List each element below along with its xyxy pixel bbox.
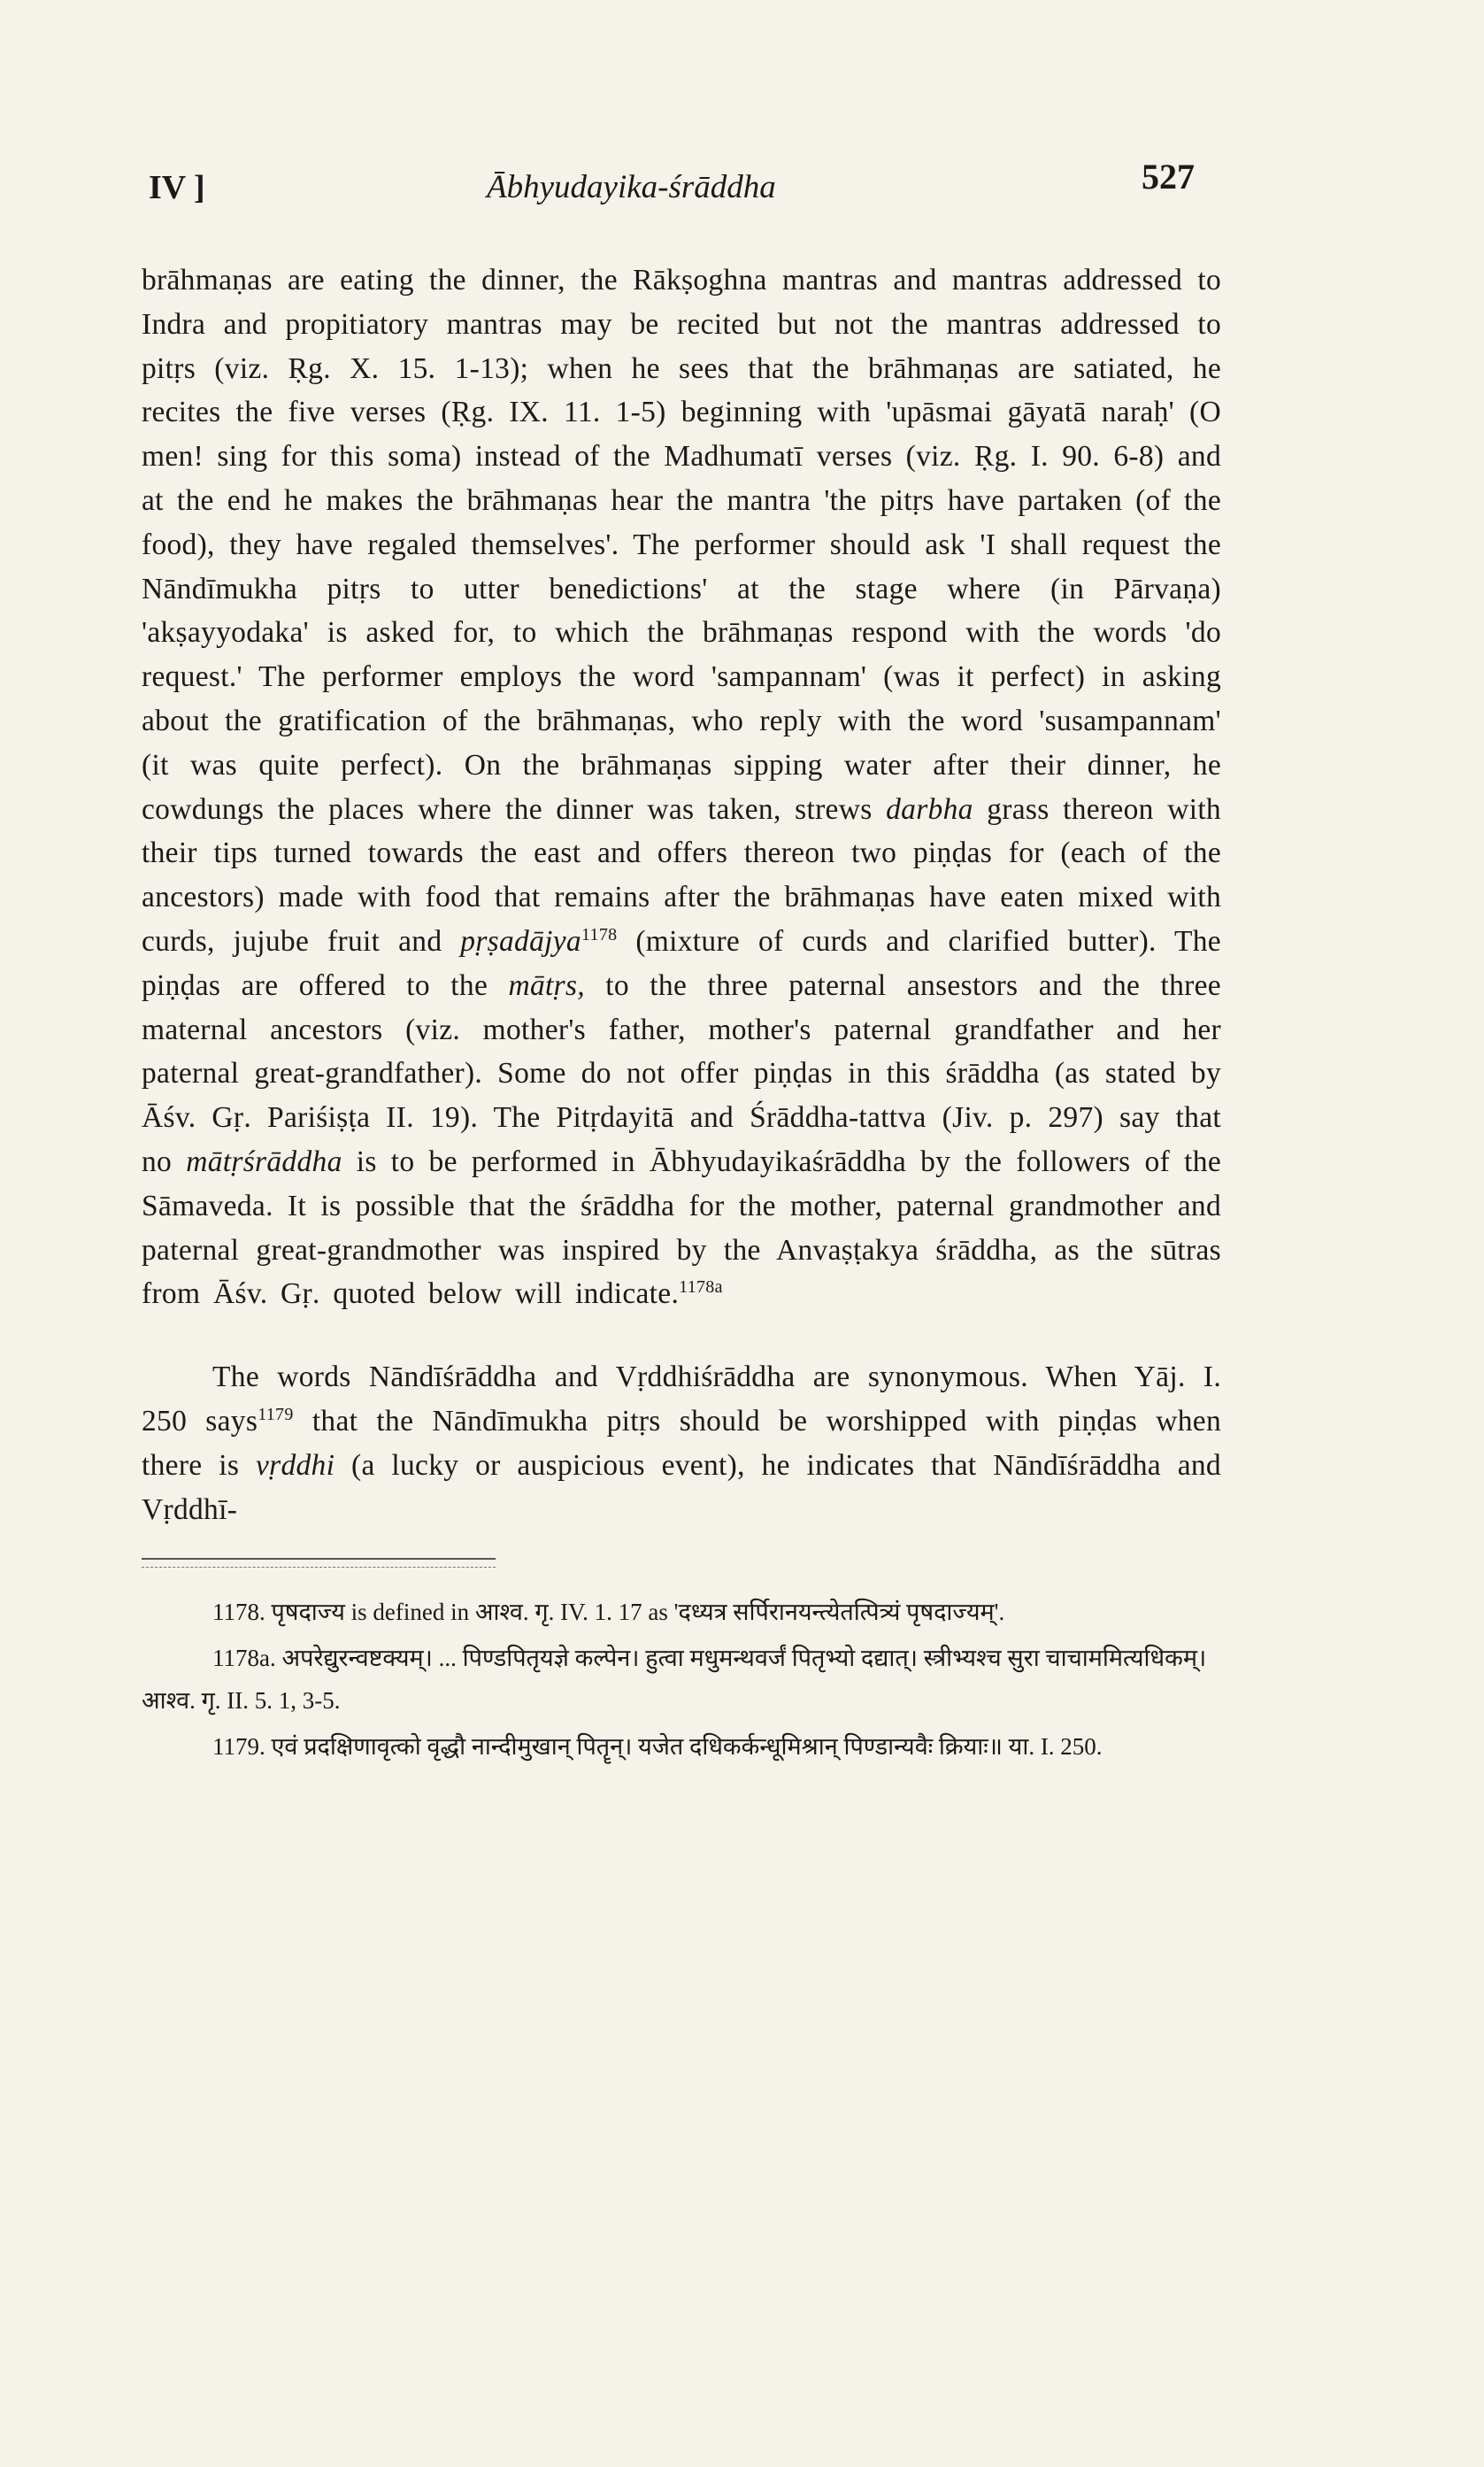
paragraph-2-text-c: (a lucky or auspicious event), he indicates that Nāndīśrāddha and Vṛddhī- (142, 1448, 1221, 1526)
page (142, 150, 1221, 1771)
paragraph-2-text-b: that the Nāndīmukha pitṛs should be worshipped with piṇḍas when there is (142, 1404, 1221, 1482)
paragraph-2 (142, 1355, 1221, 1531)
running-head (142, 150, 1221, 204)
footnote-number: 1178. (212, 1599, 265, 1626)
footnote-rule (142, 1558, 496, 1568)
page-number: 527 (1142, 157, 1195, 197)
paragraph-1-text-a: brāhmaṇas are eating the dinner, the Rākṣoghna mantras and mantras addressed to Indra and propitiatory mantras may be recited but not the mantras addressed to pitṛs (viz. Ṛg. X. 15. 1-13); when he sees that the brāhmaṇas are satiated, he recites the five verses (Ṛg. IX. 11. 1-5) beginning with 'upāsmai gāyatā naraḥ' (O men! sing for this soma) instead of the Madhumatī verses (viz. Ṛg. I. 90. 6-8) and at the end he makes the brāhmaṇas hear the mantra 'the pitṛs have partaken (of the food), they have regaled themselves'. The performer should ask 'I shall request the Nāndīmukha pitṛs to utter benedictions' at the stage where (in Pārvaṇa) 'akṣayyodaka' is asked for, to which the brāhmaṇas respond with the words 'do request.' The performer employs the word 'sampannam' (was it perfect) in asking about the gratification of the brāhmaṇas, who reply with the word 'susampannam' (it was quite perfect). On the brāhmaṇas sipping water after their dinner, he cowdungs the places where the dinner was taken, strews (142, 264, 1221, 826)
term-matrs: mātṛs, (508, 968, 585, 1002)
footnotes (142, 1591, 1221, 1768)
paragraph-1-text-c: (mixture of curds and clarified butter). The piṇḍas are offered to the (142, 924, 1221, 1002)
paragraph-1-text-e: is to be performed in Ābhyudayikaśrāddha by the followers of the Sāmaveda. It is possible that the śrāddha for the mother, paternal grandmother and paternal great-grandmother was inspired by the Anvaṣṭakya śrāddha, as the sūtras from Āśv. Gṛ. quoted below will indicate. (142, 1145, 1221, 1311)
term-prsadajya: pṛṣadājya (460, 924, 581, 958)
paragraph-1 (142, 258, 1221, 1316)
footnote-ref-1178a: 1178a (679, 1277, 723, 1298)
body-text (142, 258, 1221, 1531)
chapter-marker: IV ] (149, 169, 205, 206)
footnote-1178a (142, 1637, 1221, 1722)
footnote-ref-1179: 1179 (258, 1404, 294, 1424)
running-title: Ābhyudayika-śrāddha (487, 169, 776, 205)
paragraph-2-text-a: The words Nāndīśrāddha and Vṛddhiśrāddha are synonymous. When Yāj. I. 250 says (142, 1361, 1221, 1438)
term-darbha: darbha (886, 792, 973, 826)
footnote-number: 1179. (212, 1733, 265, 1761)
term-vrddhi: vṛddhi (255, 1448, 335, 1482)
paragraph-1-text-d: to the three paternal ansestors and the three maternal ancestors (viz. mother's father, mother's paternal grandfather and her paternal great-grandfather). Some do not offer piṇḍas in this śrāddha (as stated by Āśv. Gṛ. Pariśiṣṭa II. 19). The Pitṛdayitā and Śrāddha-tattva (Jiv. p. 297) say that no (142, 968, 1221, 1178)
term-matrsraddha: mātṛśrāddha (186, 1145, 342, 1178)
footnote-text: एवं प्रदक्षिणावृत्को वृद्धौ नान्दीमुखान् पितॄन्। यजेत दधिकर्कन्धूमिश्रान् पिण्डान्यवैः क्रियाः॥ या. I. 250. (271, 1733, 1103, 1761)
paragraph-1-text-b: grass thereon with their tips turned towards the east and offers thereon two piṇḍas for (each of the ancestors) made with food that remains after the brāhmaṇas have eaten mixed with curds, jujube fruit and (142, 792, 1221, 958)
footnote-text: पृषदाज्य is defined in आश्व. गृ. IV. 1. 17 as 'दध्यत्र सर्पिरानयन्त्येतत्पित्र्यं पृषदाज्यम्'. (271, 1599, 1005, 1626)
footnote-1178 (142, 1591, 1221, 1633)
footnote-text: अपरेद्युरन्वष्टक्यम्। ... पिण्डपितृयज्ञे कल्पेन। हुत्वा मधुमन्थवर्जं पितृभ्यो दद्यात्। स्त्रीभ्यश्च सुरा चाचाममित्यधिकम्। आश्व. गृ. II. 5. 1, 3-5. (142, 1645, 1207, 1715)
footnote-ref-1178: 1178 (581, 924, 618, 944)
footnote-number: 1178a. (212, 1645, 276, 1672)
footnote-1179 (142, 1725, 1221, 1768)
